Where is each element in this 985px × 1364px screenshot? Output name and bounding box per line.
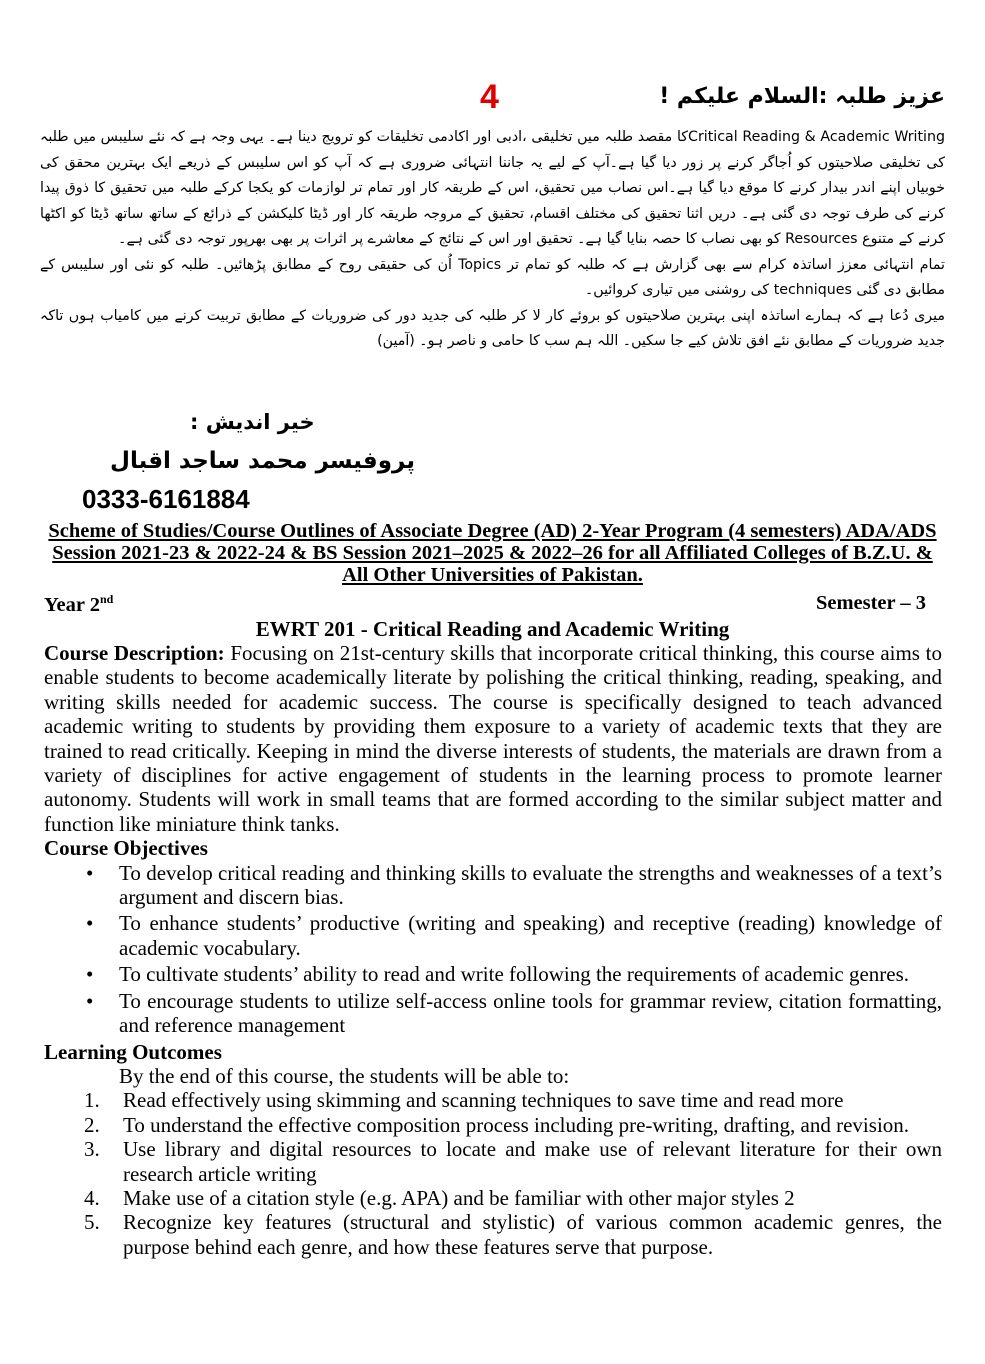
item-number: 4.: [84, 1185, 100, 1210]
list-item: 5. Recognize key features (structural and stylistic) of various common academic genres, the purpose behind each genre, and how these features serve that purpose.: [84, 1210, 942, 1259]
year-superscript: nd: [100, 592, 114, 606]
urdu-paragraph: میری دُعا ہے کہ ہمارے اساتذہ اپنی بہترین صلاحیتوں کو بروئے کار لا کر طلبہ کی جدید دور کی ضروریات کے مطابق تربیت کرنے میں کامیاب ہوں تاکہ جدید ضروریات کے مطابق نئے افق تلاش کیے جا سکیں۔ اللہ ہم سب کا حامی و ناصر ہو۔ (آمین): [40, 307, 945, 349]
scheme-heading: Scheme of Studies/Course Outlines of Associate Degree (AD) 2-Year Program (4 semesters) ADA/ADS Session 2021-23 & 2022-24 & BS Session 2021–2025 & 2022–26 for all Affiliated Colleges of B.Z.U. & All Other Universities of Pakistan.: [48, 520, 937, 586]
urdu-intro-text: [40, 125, 945, 355]
urdu-salutation: عزیز طلبہ :السلام علیکم !: [659, 84, 945, 109]
item-number: 1.: [84, 1088, 100, 1113]
author-name: پروفیسر محمد ساجد اقبال: [110, 448, 415, 474]
course-description: [44, 641, 942, 836]
item-number: 2.: [84, 1112, 100, 1137]
bullet-icon: •: [86, 911, 94, 936]
objectives-list: [44, 861, 942, 1038]
list-item: • To enhance students’ productive (writing and speaking) and receptive (reading) knowledge of academic vocabulary.: [86, 911, 942, 960]
list-item: • To develop critical reading and thinking skills to evaluate the strengths and weaknesses of a text’s argument and discern bias.: [86, 860, 942, 910]
course-content: [44, 641, 942, 1259]
outcomes-intro: By the end of this course, the students will be able to:: [119, 1063, 570, 1088]
objectives-heading: Course Objectives: [44, 836, 208, 861]
bullet-icon: •: [86, 962, 94, 987]
list-item: 4. Make use of a citation style (e.g. APA) and be familiar with other major styles 2: [84, 1185, 795, 1210]
list-item: • To encourage students to utilize self-access online tools for grammar review, citation formatting, and reference management: [86, 988, 942, 1038]
course-description-text: Focusing on 21st-century skills that incorporate critical thinking, this course aims to enable students to become academically literate by polishing the critical thinking, reading, speaking, and writing skills needed for academic success. The course is specifically designed to teach advanced academic writing to students by providing them exposure to a variety of academic texts that they are trained to read critically. Keeping in mind the diverse interests of students, the materials are drawn from a variety of disciplines for active engagement of students in the learning process to promote learner autonomy. Students will work in small teams that are formed according to the similar subject matter and function like miniature think tanks.: [44, 641, 943, 836]
phone-number: 0333-6161884: [82, 484, 250, 514]
list-item: • To cultivate students’ ability to read and write following the requirements of academic genres.: [86, 962, 910, 987]
course-description-label: Course Description:: [44, 641, 225, 665]
urdu-paragraph: Critical Reading & Academic Writingکا مقصد طلبہ میں تخلیقی ،ادبی اور اکادمی تخلیقات کو ترویج دینا ہے۔ یہی وجہ ہے کہ نئے سلیبس میں طلبہ کی تخلیقی صلاحیتوں کو اُجاگر کرنے پر زور دیا گیا ہے۔آپ کے لیے یہ جاننا انتہائی ضروری ہے کہ آپ کو اس سلیبس کے ذریعے ایک بہترین محقق کی خوبیاں اپنے اندر بیدار کرنے کا موقع دیا گیا ہے۔اس نصاب میں تحقیق، اس کے طریقہ کار اور تمام تر لوازمات کو یکجا کرکے طلبہ میں تحقیق کا ذوق پیدا کرنے کی طرف توجہ دی گئی ہے۔ دریں اثنا تحقیق کی مختلف اقسام، تحقیق کے مروجہ طریقہ کار اور ڈیٹا کلیکشن کے ذرائع کے ساتھ ساتھ ڈیٹا کو اکٹھا کرنے کے متنوع Resources کو بھی نصاب کا حصہ بنایا گیا ہے۔ تحقیق اور اس کے نتائج کے معاشرے پر اثرات پر بھی بھرپور توجہ دی گئی ہے۔: [40, 129, 945, 247]
bullet-icon: •: [86, 988, 94, 1013]
outcomes-list: [44, 1088, 942, 1259]
year-label: Year 2nd: [44, 592, 114, 616]
semester-label: Semester – 3: [815, 592, 926, 614]
list-item: 2. To understand the effective composition process including pre-writing, drafting, and revision.: [84, 1112, 910, 1137]
bullet-icon: •: [86, 860, 94, 885]
list-item: 3. Use library and digital resources to locate and make use of relevant literature for their own research article writing: [84, 1137, 942, 1186]
item-number: 3.: [84, 1137, 100, 1162]
page-number: 4: [480, 78, 499, 116]
item-number: 5.: [84, 1210, 100, 1235]
course-title: EWRT 201 - Critical Reading and Academic Writing: [255, 617, 730, 641]
list-item: 1. Read effectively using skimming and scanning techniques to save time and read more: [84, 1088, 844, 1113]
outcomes-heading: Learning Outcomes: [44, 1039, 222, 1064]
year-semester-line: [44, 592, 926, 617]
urdu-paragraph: تمام انتہائی معزز اساتذہ کرام سے بھی گزارش ہے کہ طلبہ کو تمام تر Topics اُن کی حقیقی روح کے مطابق پڑھائیں۔ طلبہ کو نئی اور سلیبس کے مطابق دی گئی techniques کی روشنی میں تیاری کروائیں۔: [40, 256, 945, 298]
urdu-closing: خیر اندیش :: [190, 410, 315, 434]
